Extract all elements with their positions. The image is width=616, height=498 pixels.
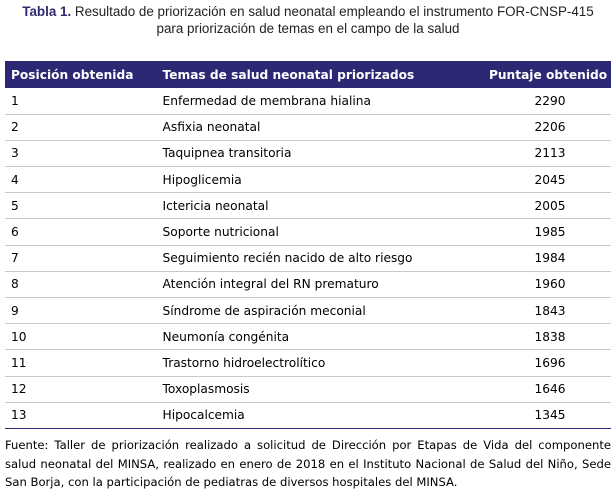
cell-topic: Taquipnea transitoria — [162, 146, 292, 161]
cell-position: 8 — [11, 277, 19, 292]
caption-line-1 — [0, 3, 616, 20]
cell-position: 10 — [11, 329, 27, 344]
table-row — [5, 402, 611, 428]
table-row — [5, 271, 611, 297]
cell-topic: Síndrome de aspiración meconial — [162, 303, 366, 318]
cell-position: 12 — [11, 382, 27, 397]
cell-score: 1646 — [534, 382, 566, 397]
cell-score: 1843 — [534, 303, 566, 318]
cell-topic: Seguimiento recién nacido de alto riesgo — [162, 251, 413, 266]
cell-position: 1 — [11, 93, 19, 108]
cell-position: 5 — [11, 198, 19, 213]
cell-score: 1985 — [534, 225, 566, 240]
cell-topic: Hipocalcemia — [162, 408, 245, 423]
table-body — [5, 88, 611, 428]
caption-title: Resultado de priorización en salud neonatal empleando el instrumento FOR-CNSP-415 — [71, 4, 594, 19]
table-row — [5, 140, 611, 166]
cell-topic: Enfermedad de membrana hialina — [162, 93, 371, 108]
cell-position: 7 — [11, 251, 19, 266]
cell-score: 2290 — [534, 93, 566, 108]
header-score: Puntaje obtenido — [488, 67, 608, 82]
cell-topic: Asfixia neonatal — [162, 120, 261, 135]
table-row — [5, 88, 611, 114]
cell-position: 13 — [11, 408, 27, 423]
cell-position: 2 — [11, 120, 19, 135]
table-row — [5, 350, 611, 376]
table-header — [5, 61, 611, 88]
cell-topic: Trastorno hidroelectrolítico — [162, 355, 326, 370]
cell-score: 2005 — [534, 198, 566, 213]
cell-topic: Neumonía congénita — [162, 329, 290, 344]
header-position: Posición obtenida — [11, 67, 134, 82]
cell-score: 2113 — [534, 146, 566, 161]
table-row — [5, 114, 611, 140]
cell-topic: Toxoplasmosis — [162, 382, 250, 397]
priority-table — [5, 61, 611, 429]
cell-position: 3 — [11, 146, 19, 161]
cell-score: 1696 — [534, 355, 566, 370]
table-row — [5, 376, 611, 402]
caption-label: Tabla 1. — [22, 4, 72, 19]
table-row — [5, 245, 611, 271]
table-row — [5, 219, 611, 245]
table-row — [5, 167, 611, 193]
cell-score: 1984 — [534, 251, 566, 266]
cell-score: 2045 — [534, 172, 566, 187]
table-row — [5, 324, 611, 350]
cell-score: 1960 — [534, 277, 566, 292]
table-row — [5, 298, 611, 324]
cell-topic: Soporte nutricional — [162, 225, 279, 240]
header-row — [5, 61, 611, 88]
cell-score: 1345 — [534, 408, 566, 423]
header-topics: Temas de salud neonatal priorizados — [162, 67, 415, 82]
cell-position: 9 — [11, 303, 19, 318]
cell-topic: Hipoglicemia — [162, 172, 242, 187]
table-caption — [0, 3, 616, 37]
cell-score: 2206 — [534, 120, 566, 135]
cell-score: 1838 — [534, 329, 566, 344]
cell-topic: Ictericia neonatal — [162, 198, 269, 213]
source-footnote: Fuente: Taller de priorización realizado a solicitud de Dirección por Etapas de Vida del componente salud neonatal del MINSA, realizado en enero de 2018 en el Instituto Nacional de Salud del Niño, Sede San Borja, con la participación de pediatras de diversos hospitales del MINSA. — [5, 438, 611, 489]
table-row — [5, 193, 611, 219]
cell-position: 4 — [11, 172, 19, 187]
caption-line-2: para priorización de temas en el campo de la salud — [156, 21, 460, 36]
cell-position: 11 — [11, 355, 27, 370]
cell-topic: Atención integral del RN prematuro — [162, 277, 379, 292]
cell-position: 6 — [11, 225, 19, 240]
